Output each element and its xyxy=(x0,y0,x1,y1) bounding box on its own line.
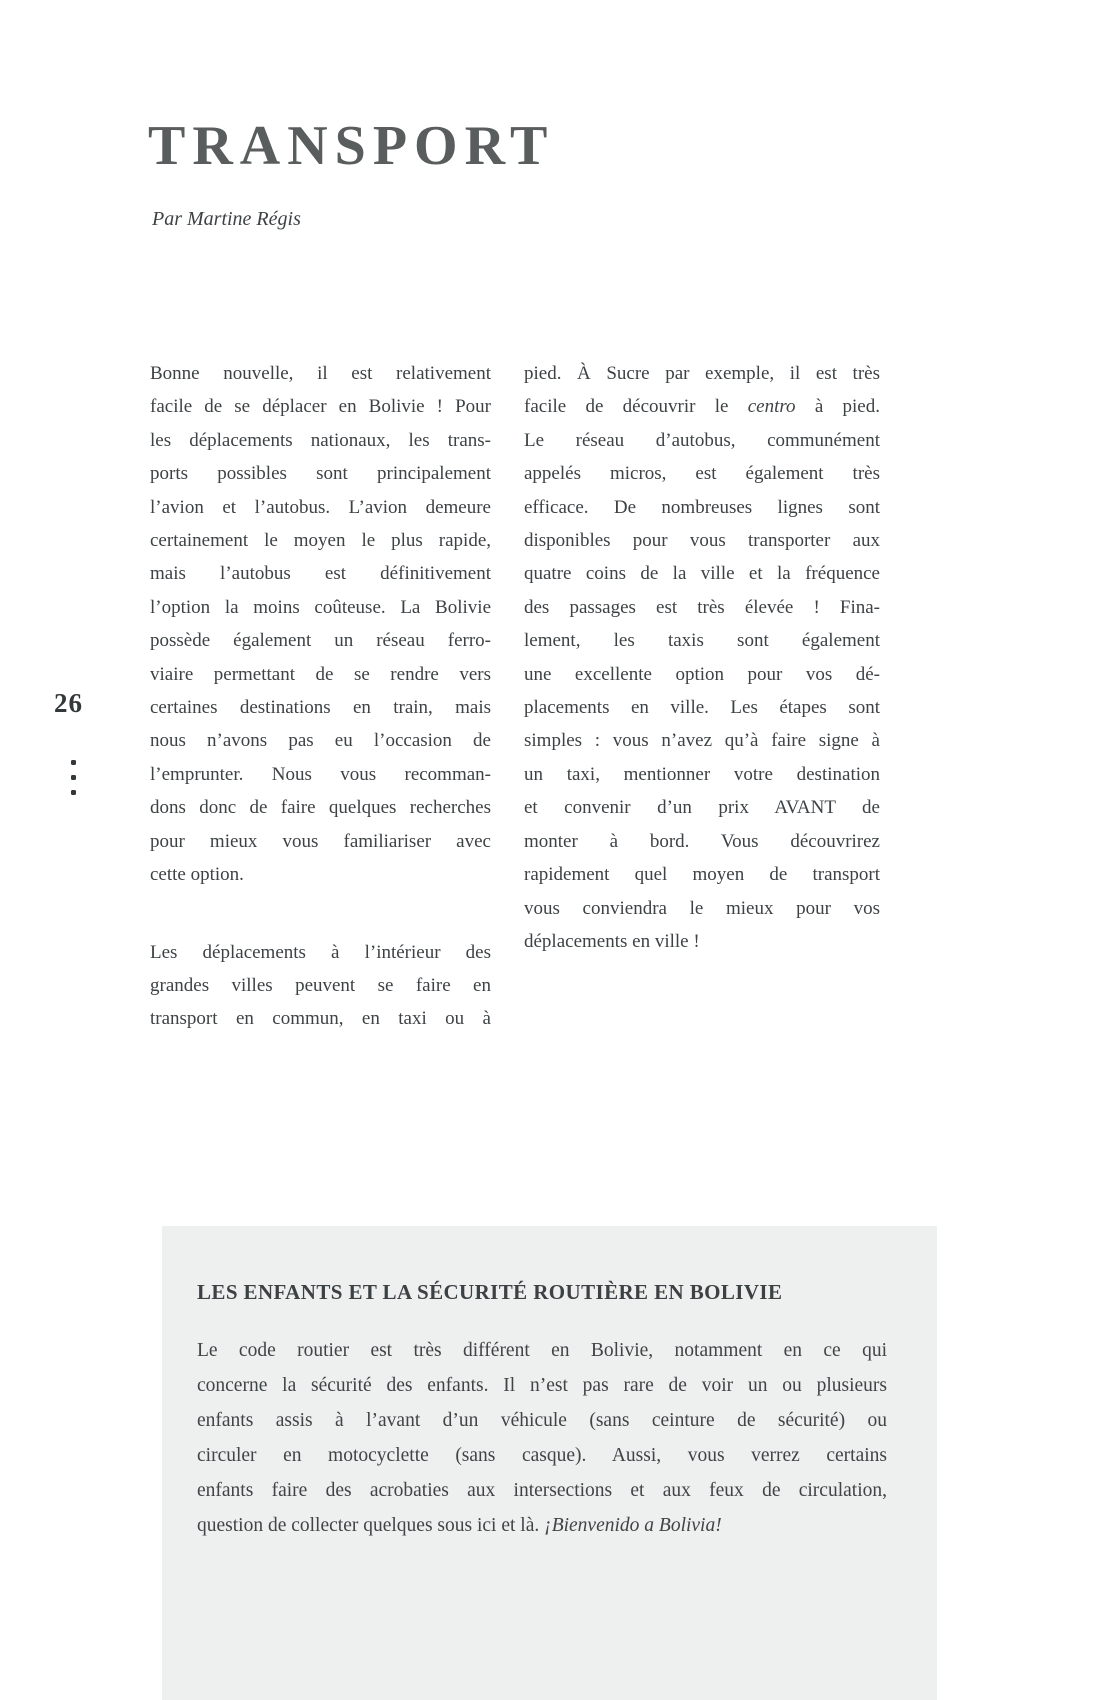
text-line: facile de découvrir le centro à pied. xyxy=(524,396,880,418)
text-line: Le réseau d’autobus, communément xyxy=(524,429,880,451)
text-line: facile de se déplacer en Bolivie ! Pour xyxy=(150,396,491,418)
text-line: l’avion et l’autobus. L’avion demeure xyxy=(150,496,491,518)
paragraph xyxy=(150,936,491,1036)
text-line: grandes villes peuvent se faire en xyxy=(150,974,491,996)
page-title: TRANSPORT xyxy=(148,115,555,177)
dot xyxy=(71,790,76,795)
text-line: monter à bord. Vous découvrirez xyxy=(524,830,880,852)
text-line: pour mieux vous familiariser avec xyxy=(150,830,491,852)
body-column-left xyxy=(150,357,491,1036)
text-line: transport en commun, en taxi ou à xyxy=(150,1008,491,1030)
text-line: l’option la moins coûteuse. La Bolivie xyxy=(150,596,491,618)
text-line: question de collecter quelques sous ici et là. ¡Bienvenido a Bolivia! xyxy=(197,1515,722,1536)
text-line: certainement le moyen le plus rapide, xyxy=(150,530,491,552)
text-line: dons donc de faire quelques recherches xyxy=(150,797,491,819)
infobox xyxy=(162,1226,937,1700)
text-line: enfants assis à l’avant d’un véhicule (sans ceinture de sécurité) ou xyxy=(197,1410,887,1431)
infobox-paragraph xyxy=(197,1333,887,1543)
text-line: efficace. De nombreuses lignes sont xyxy=(524,496,880,518)
text-line: simples : vous n’avez qu’à faire signe à xyxy=(524,730,880,752)
text-line: Bonne nouvelle, il est relativement xyxy=(150,363,491,384)
text-line: des passages est très élevée ! Fina- xyxy=(524,596,880,618)
text-line: un taxi, mentionner votre destination xyxy=(524,763,880,785)
text-line: mais l’autobus est définitivement xyxy=(150,563,491,585)
text-line: ports possibles sont principalement xyxy=(150,463,491,485)
text-line: possède également un réseau ferro- xyxy=(150,630,491,652)
body-column-right xyxy=(524,357,880,958)
text-line: concerne la sécurité des enfants. Il n’est pas rare de voir un ou plusieurs xyxy=(197,1375,887,1396)
paragraph xyxy=(524,357,880,958)
text-line: les déplacements nationaux, les trans- xyxy=(150,429,491,451)
text-line: Le code routier est très différent en Bolivie, notamment en ce qui xyxy=(197,1340,887,1361)
infobox-heading: LES ENFANTS ET LA SÉCURITÉ ROUTIÈRE EN BOLIVIE xyxy=(197,1280,783,1304)
text-line: Les déplacements à l’intérieur des xyxy=(150,941,491,963)
text-line: appelés micros, est également très xyxy=(524,463,880,485)
paragraph xyxy=(150,357,491,892)
text-line: l’emprunter. Nous vous recomman- xyxy=(150,763,491,785)
text-line: vous conviendra le mieux pour vos xyxy=(524,897,880,919)
text-line: cette option. xyxy=(150,864,244,886)
page-number: 26 xyxy=(54,688,83,718)
text-line: déplacements en ville ! xyxy=(524,930,700,952)
text-line: rapidement quel moyen de transport xyxy=(524,864,880,886)
text-line: viaire permettant de se rendre vers xyxy=(150,663,491,685)
text-line: certaines destinations en train, mais xyxy=(150,697,491,719)
text-line: nous n’avons pas eu l’occasion de xyxy=(150,730,491,752)
text-line: et convenir d’un prix AVANT de xyxy=(524,797,880,819)
text-line: placements en ville. Les étapes sont xyxy=(524,697,880,719)
text-line: lement, les taxis sont également xyxy=(524,630,880,652)
dot xyxy=(71,760,76,765)
text-line: pied. À Sucre par exemple, il est très xyxy=(524,363,880,384)
dot xyxy=(71,775,76,780)
vertical-ellipsis-icon xyxy=(71,760,76,795)
byline: Par Martine Régis xyxy=(152,208,301,230)
text-line: quatre coins de la ville et la fréquence xyxy=(524,563,880,585)
text-line: enfants faire des acrobaties aux intersections et aux feux de circulation, xyxy=(197,1480,887,1501)
text-line: une excellente option pour vos dé- xyxy=(524,663,880,685)
text-line: circuler en motocyclette (sans casque). Aussi, vous verrez certains xyxy=(197,1445,887,1466)
text-line: disponibles pour vous transporter aux xyxy=(524,530,880,552)
